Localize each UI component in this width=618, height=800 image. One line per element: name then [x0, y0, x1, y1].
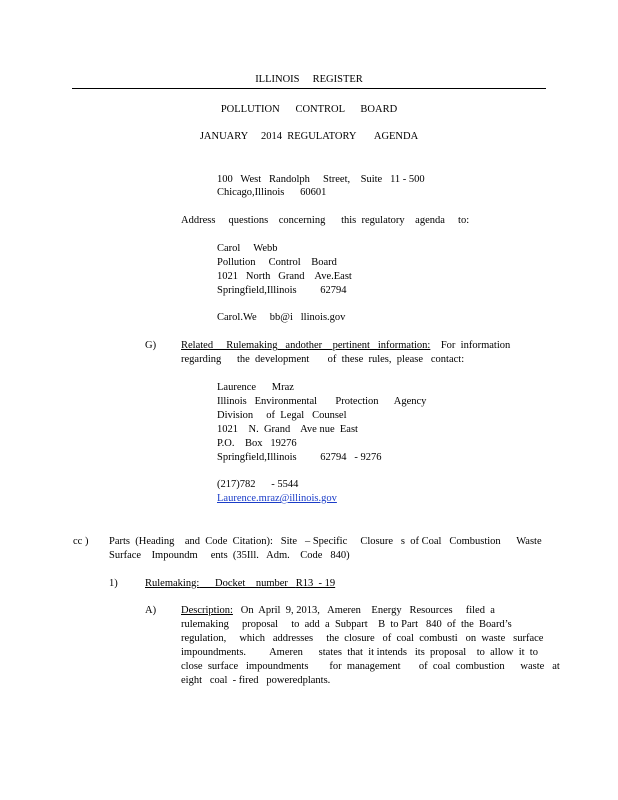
rulemaking-label: Rulemaking:	[145, 578, 200, 589]
agenda-title: JANUARY 2014 REGULATORY AGENDA	[199, 131, 419, 142]
contact-email: Carol.We bb@i llinois.gov	[217, 312, 346, 323]
section-g-heading	[181, 339, 510, 352]
description-line-4: impoundments. Ameren states that it intends its proposal to allow it to	[181, 647, 538, 658]
agency-address-city: Chicago,Illinois 60601	[217, 187, 327, 198]
item-a-marker: A)	[145, 605, 157, 616]
section-g-label-rest: andother pertinent information:	[277, 340, 431, 351]
section-cc-marker: cc )	[73, 536, 89, 547]
g-contact-division: Division of Legal Counsel	[217, 410, 347, 421]
description-line-2: rulemaking proposal to add a Subpart B to Part 840 of the Board’s	[181, 619, 512, 630]
section-g-line1-tail: For information	[430, 340, 511, 351]
g-contact-name: Laurence Mraz	[217, 382, 294, 393]
section-cc-line1: Parts (Heading and Code Citation): Site – Specific Closure s of Coal Combustion Waste	[109, 536, 542, 547]
contact-name: Carol Webb	[217, 243, 278, 254]
item-1-marker: 1)	[109, 578, 118, 589]
register-title: ILLINOIS REGISTER	[255, 74, 363, 85]
header-rule	[72, 88, 546, 89]
section-cc-line2: Surface Impoundm ents (35Ill. Adm. Code 840)	[109, 550, 350, 561]
description-line-5: close surface impoundments for management of coal combustion waste at	[181, 661, 560, 672]
section-g-marker: G)	[145, 340, 157, 351]
agency-address-street: 100 West Randolph Street, Suite 11 - 500	[217, 174, 425, 185]
docket-number: R13 - 19	[295, 578, 336, 589]
contact-city: Springfield,Illinois 62794	[217, 285, 347, 296]
agency-name: POLLUTION CONTROL BOARD	[220, 104, 398, 115]
description-line-1	[181, 604, 495, 617]
rulemaking-gap: Docket number	[199, 578, 296, 589]
g-contact-org: Illinois Environmental Protection Agency	[217, 396, 427, 407]
g-contact-phone: (217)782 - 5544	[217, 479, 299, 490]
description-text-1: On April 9, 2013, Ameren Energy Resources filed a	[232, 605, 495, 616]
contact-org: Pollution Control Board	[217, 257, 337, 268]
item-1-heading	[145, 577, 335, 590]
questions-intro: Address questions concerning this regulatory agenda to:	[181, 215, 470, 226]
g-contact-city: Springfield,Illinois 62794 - 9276	[217, 452, 382, 463]
description-line-3: regulation, which addresses the closure of coal combusti on waste surface	[181, 633, 544, 644]
g-contact-street: 1021 N. Grand Ave nue East	[217, 424, 358, 435]
g-contact-email-link[interactable]: Laurence.mraz@illinois.gov	[217, 493, 337, 504]
description-line-6: eight coal - fired poweredplants.	[181, 675, 331, 686]
section-g-label: Related Rulemaking	[181, 340, 278, 351]
description-label: Description:	[181, 605, 233, 616]
g-contact-po-box: P.O. Box 19276	[217, 438, 297, 449]
section-g-line2: regarding the development of these rules, please contact:	[181, 354, 465, 365]
contact-street: 1021 North Grand Ave.East	[217, 271, 352, 282]
